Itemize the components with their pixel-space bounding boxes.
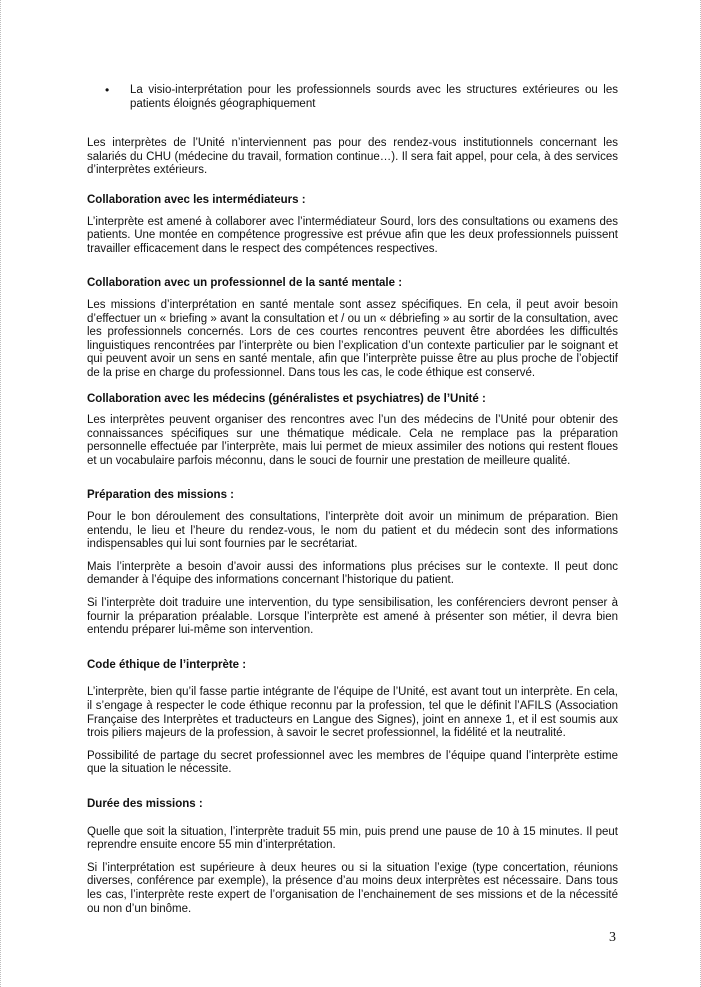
section-heading-intermediateurs: Collaboration avec les intermédiateurs : (87, 193, 306, 206)
intro-paragraph: Les interprètes de l’Unité n’interviennent pas pour des rendez-vous institutionnels concernant les salariés du CHU (médecine du travail, formation continue…). Il sera fait appel, pour cela, à des services d’interprètes extérieurs. (87, 137, 618, 177)
paragraph: Quelle que soit la situation, l’interprète traduit 55 min, puis prend une pause de 10 à 15 minutes. Il peut reprendre ensuite encore 55 min d’interprétation. (87, 825, 618, 852)
paragraph: Les interprètes peuvent organiser des rencontres avec l’un des médecins de l’Unité pour obtenir des connaissances spécifiques sur une thématique médicale. Cela ne remplace pas la préparation personnelle effectuée par l’interprète, mais lui permet de mieux assimiler des notions qui restent floues et un vocabulaire parfois méconnu, dans le souci de fournir une prestation de meilleure qualité. (87, 414, 618, 467)
paragraph: L’interprète est amené à collaborer avec l’intermédiateur Sourd, lors des consultations ou examens des patients. Une montée en compétence progressive est prévue afin que les deux professionnels puissent travailler efficacement dans le respect des compétences respectives. (87, 215, 618, 255)
section-heading-medecins: Collaboration avec les médecins (généralistes et psychiatres) de l’Unité : (87, 392, 486, 405)
paragraph: Si l’interprétation est supérieure à deux heures ou si la situation l’exige (type concertation, réunions diverses, conférence par exemple), la présence d’au moins deux interprètes est nécessaire. Dans tous les cas, l’interprète reste expert de l’organisation de l’enchainement de ses missions et de la nécessité ou non d’un binôme. (87, 861, 618, 915)
section-heading-duree: Durée des missions : (87, 797, 203, 810)
paragraph: Mais l’interprète a besoin d’avoir aussi des informations plus précises sur le contexte. Il peut donc demander à l’équipe des informations concernant l’historique du patient. (87, 560, 618, 587)
page-content (87, 84, 618, 925)
page-number: 3 (609, 930, 616, 945)
paragraph: Si l’interprète doit traduire une intervention, du type sensibilisation, les conférenciers devront penser à fournir la préparation préalable. Lorsque l’interprète est amené à présenter son métier, il devra bien entendu préparer lui-même son intervention. (87, 597, 618, 637)
bullet-icon: • (105, 83, 110, 97)
paragraph: Possibilité de partage du secret professionnel avec les membres de l’équipe quand l’interprète estime que la situation le nécessite. (87, 749, 618, 776)
section-heading-code-ethique: Code éthique de l’interprète : (87, 658, 247, 671)
bullet-text: La visio-interprétation pour les professionnels sourds avec les structures extérieures ou les patients éloignés géographiquement (130, 84, 618, 110)
bullet-item (87, 84, 618, 111)
section-heading-preparation: Préparation des missions : (87, 489, 234, 502)
paragraph: Pour le bon déroulement des consultations, l’interprète doit avoir un minimum de préparation. Bien entendu, le lieu et l’heure du rendez-vous, le nom du patient et du médecin sont des informations indispensables qui lui sont fournies par le secrétariat. (87, 511, 618, 551)
paragraph: L’interprète, bien qu’il fasse partie intégrante de l’équipe de l’Unité, est avant tout un interprète. En cela, il s’engage à respecter le code éthique reconnu par la profession, tel que le définit l’AFILS (Association Française des Interprètes et traducteurs en Langue des Signes), joint en annexe 1, et il est soumis aux trois piliers majeurs de la profession, à savoir le secret professionnel, la fidélité et la neutralité. (87, 686, 618, 740)
section-heading-sante-mentale: Collaboration avec un professionnel de la santé mentale : (87, 277, 403, 290)
paragraph: Les missions d’interprétation en santé mentale sont assez spécifiques. En cela, il peut avoir besoin d’effectuer un « briefing » avant la consultation et / ou un « débriefing » au sortir de la consultation, avec les professionnels concernés. Lors de ces courtes rencontres peuvent être abordées les difficultés linguistiques rencontrées par l’interprète ou bien l’explication d’un contexte particulier par le soignant et qui peuvent avoir un sens en santé mentale, afin que l’interprète puisse être au plus proche de l’objectif de la prise en charge du professionnel. Dans tous les cas, le code éthique est conservé. (87, 298, 618, 379)
